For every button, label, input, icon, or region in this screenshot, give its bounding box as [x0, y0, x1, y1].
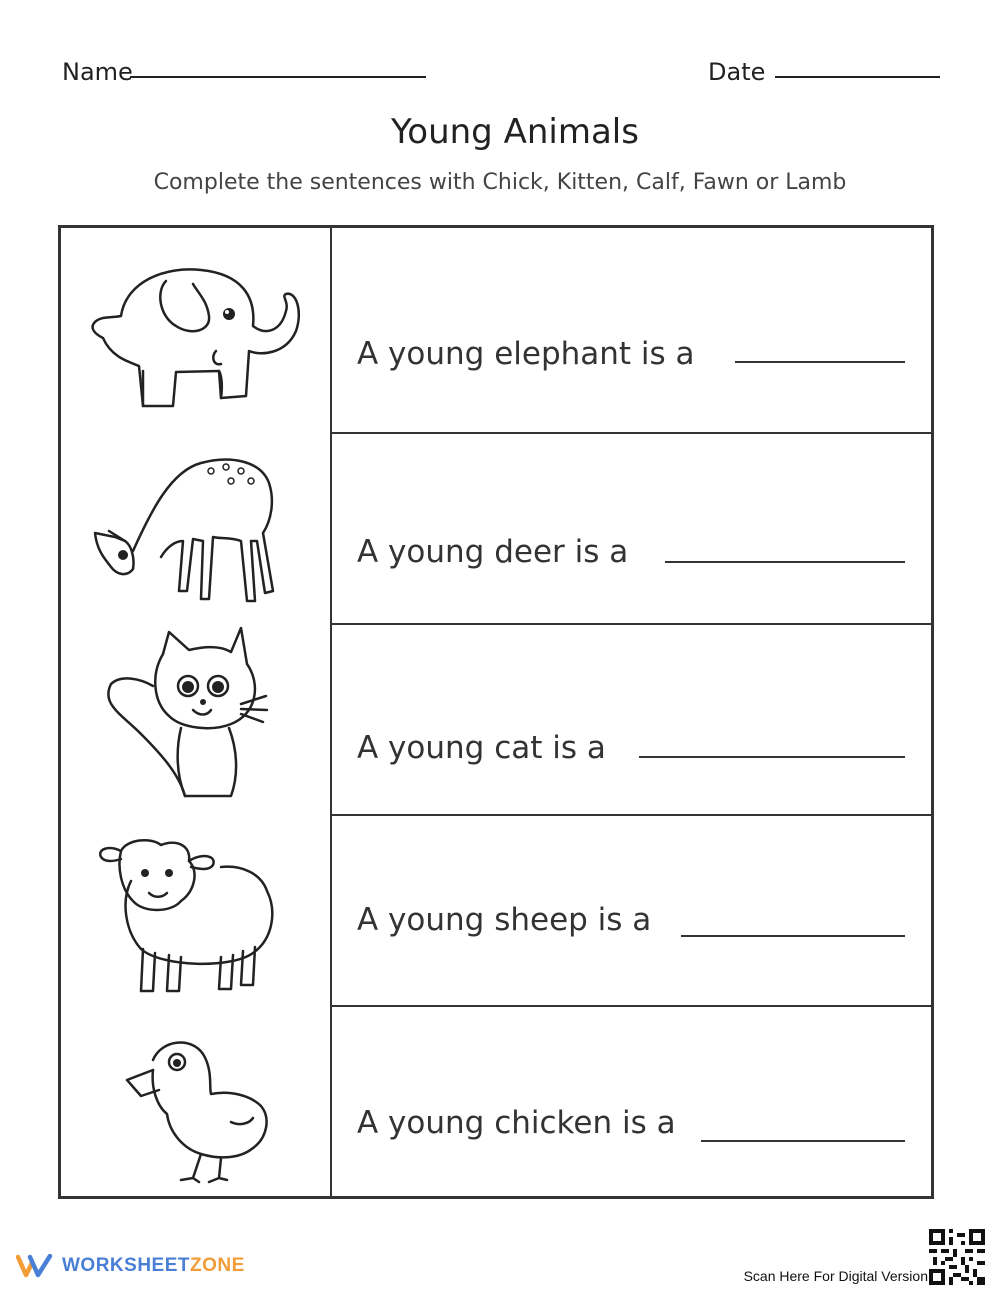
sentence-text: A young chicken is a: [357, 1105, 676, 1141]
scan-text: Scan Here For Digital Version: [743, 1268, 928, 1284]
date-field[interactable]: [775, 76, 940, 78]
answer-blank[interactable]: [701, 1140, 905, 1142]
sentence-text: A young elephant is a: [357, 336, 695, 372]
deer-icon: [81, 441, 311, 611]
worksheet-row-deer: [61, 433, 931, 624]
worksheetzone-logo[interactable]: [16, 1254, 245, 1278]
elephant-icon: [81, 256, 311, 411]
brand-part-worksheet: WORKSHEET: [62, 1255, 190, 1276]
worksheetzone-w-icon: [16, 1254, 54, 1278]
cat-icon: [81, 624, 311, 809]
instructions: Complete the sentences with Chick, Kitten, Calf, Fawn or Lamb: [153, 170, 847, 195]
answer-blank[interactable]: [735, 361, 905, 363]
sheep-icon: [81, 821, 311, 1001]
sentence-text: A young deer is a: [357, 534, 629, 570]
chicken-icon: [81, 1030, 311, 1190]
worksheet-table: [58, 225, 934, 1199]
date-label: Date: [708, 58, 766, 86]
page-title: Young Animals: [391, 112, 639, 152]
answer-blank[interactable]: [681, 935, 905, 937]
sentence-text: A young sheep is a: [357, 902, 652, 938]
brand-part-zone: ZONE: [190, 1255, 245, 1276]
answer-blank[interactable]: [639, 756, 905, 758]
worksheet-row-sheep: [61, 815, 931, 1006]
name-field[interactable]: [130, 76, 426, 78]
answer-blank[interactable]: [665, 561, 905, 563]
worksheet-row-chicken: [61, 1006, 931, 1198]
brand-name: [62, 1255, 245, 1277]
worksheet-row-cat: [61, 624, 931, 815]
sentence-text: A young cat is a: [357, 730, 606, 766]
worksheet-row-elephant: [61, 228, 931, 433]
qr-code-icon[interactable]: [929, 1229, 985, 1285]
name-label: Name: [62, 58, 133, 86]
